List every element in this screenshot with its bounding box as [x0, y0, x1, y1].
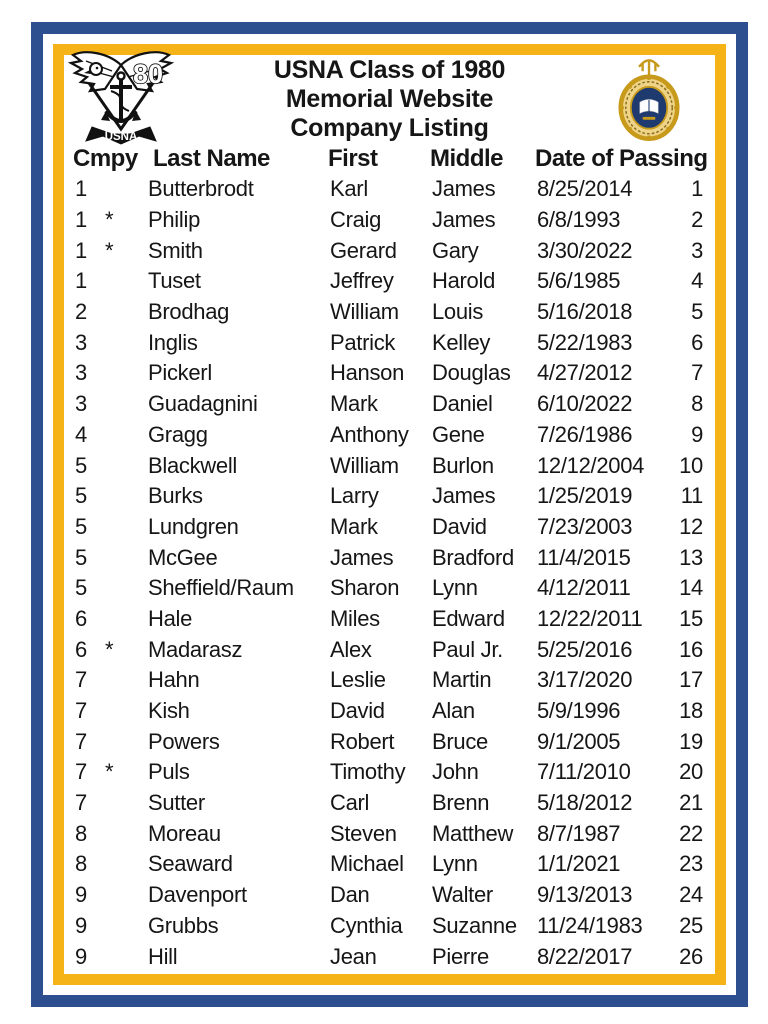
cell-star: * [105, 759, 114, 785]
cell-cmpy: 5 [75, 452, 87, 478]
cell-middle: Daniel [432, 391, 493, 417]
cell-first: Michael [330, 851, 404, 877]
table-row [64, 911, 715, 942]
cell-num: 9 [691, 421, 703, 447]
cell-middle: David [432, 513, 487, 539]
cell-num: 1 [691, 176, 703, 202]
cell-first: William [330, 299, 399, 325]
cell-num: 23 [679, 851, 703, 877]
cell-cmpy: 1 [75, 207, 87, 233]
table-row [64, 573, 715, 604]
cell-first: Mark [330, 391, 378, 417]
outer-navy-frame [31, 22, 748, 1007]
cell-num: 25 [679, 912, 703, 938]
cell-date: 7/26/1986 [537, 421, 633, 447]
table-row [64, 941, 715, 972]
usna-academy-crest-icon [608, 56, 690, 144]
cell-date: 4/12/2011 [537, 575, 631, 601]
cell-cmpy: 2 [75, 299, 87, 325]
cell-first: Robert [330, 728, 395, 754]
cell-middle: Martin [432, 667, 492, 693]
cell-last: Pickerl [148, 360, 212, 386]
table-row [64, 634, 715, 665]
cell-cmpy: 5 [75, 513, 87, 539]
cell-num: 11 [680, 483, 703, 509]
cell-last: Seaward [148, 851, 233, 877]
cell-middle: Bruce [432, 728, 488, 754]
cell-middle: Bradford [432, 544, 514, 570]
cell-date: 1/25/2019 [537, 483, 633, 509]
page-title-line-1: USNA Class of 1980 [273, 56, 506, 84]
cell-star: * [105, 636, 114, 662]
cell-last: Hill [148, 943, 178, 969]
cell-first: James [330, 544, 394, 570]
cell-cmpy: 9 [75, 943, 87, 969]
cell-num: 6 [691, 329, 703, 355]
table-row [64, 757, 715, 788]
cell-date: 8/22/2017 [537, 943, 633, 969]
cell-last: Madarasz [148, 636, 243, 662]
cell-first: Hanson [330, 360, 405, 386]
cell-num: 10 [679, 452, 703, 478]
cell-middle: Brenn [432, 790, 490, 816]
cell-first: Mark [330, 513, 378, 539]
page-title-line-3: Company Listing [290, 114, 489, 142]
cell-num: 7 [691, 360, 703, 386]
cell-date: 5/18/2012 [537, 790, 633, 816]
cell-num: 18 [679, 698, 703, 724]
cell-last: Sheffield/Raum [148, 575, 294, 601]
cell-first: Gerard [330, 237, 397, 263]
cell-star: * [105, 207, 114, 233]
cell-middle: Harold [432, 268, 496, 294]
table-row [64, 327, 715, 358]
cell-last: Guadagnini [148, 391, 258, 417]
cell-date: 5/25/2016 [537, 636, 633, 662]
cell-middle: Douglas [432, 360, 511, 386]
table-row [64, 420, 715, 451]
cell-date: 12/22/2011 [537, 605, 643, 631]
cell-last: Puls [148, 759, 190, 785]
cell-middle: Gene [432, 421, 485, 447]
cell-num: 15 [679, 605, 703, 631]
table-row [64, 450, 715, 481]
crest-usna-label: USNA [104, 131, 138, 143]
cell-last: Gragg [148, 421, 208, 447]
cell-date: 7/23/2003 [537, 513, 633, 539]
cell-date: 5/6/1985 [537, 268, 621, 294]
cell-cmpy: 1 [75, 176, 87, 202]
cell-num: 19 [679, 728, 703, 754]
cell-num: 12 [679, 513, 703, 539]
cell-first: William [330, 452, 399, 478]
cell-first: Alex [330, 636, 372, 662]
cell-cmpy: 6 [75, 605, 87, 631]
cell-last: Kish [148, 698, 190, 724]
cell-first: David [330, 698, 385, 724]
cell-num: 21 [679, 790, 703, 816]
cell-middle: Matthew [432, 820, 514, 846]
cell-cmpy: 7 [75, 728, 87, 754]
cell-num: 24 [679, 882, 703, 908]
cell-last: Brodhag [148, 299, 230, 325]
cell-date: 9/13/2013 [537, 882, 633, 908]
cell-last: Sutter [148, 790, 205, 816]
cell-middle: John [432, 759, 479, 785]
cell-first: Anthony [330, 421, 409, 447]
cell-first: Carl [330, 790, 370, 816]
cell-num: 17 [679, 667, 703, 693]
cell-cmpy: 4 [75, 421, 87, 447]
cell-middle: Lynn [432, 575, 478, 601]
cell-date: 11/4/2015 [537, 544, 631, 570]
cell-middle: Kelley [432, 329, 491, 355]
cell-date: 4/27/2012 [537, 360, 633, 386]
table-rows [64, 174, 715, 972]
cell-middle: Edward [432, 605, 505, 631]
cell-date: 6/8/1993 [537, 207, 621, 233]
content-area [64, 55, 715, 974]
cell-cmpy: 7 [75, 759, 87, 785]
cell-cmpy: 9 [75, 882, 87, 908]
cell-num: 2 [691, 207, 703, 233]
cell-last: Powers [148, 728, 220, 754]
cell-first: Craig [330, 207, 382, 233]
cell-date: 8/25/2014 [537, 176, 633, 202]
cell-cmpy: 1 [75, 268, 87, 294]
crest-80-label: 80 [132, 59, 164, 89]
cell-cmpy: 8 [75, 820, 87, 846]
cell-middle: Walter [432, 882, 493, 908]
cell-middle: Paul Jr. [432, 636, 503, 662]
cell-num: 5 [691, 299, 703, 325]
cell-middle: James [432, 207, 496, 233]
table-row [64, 665, 715, 696]
cell-last: Hale [148, 605, 193, 631]
table-row [64, 542, 715, 573]
cell-date: 8/7/1987 [537, 820, 621, 846]
cell-middle: Lynn [432, 851, 478, 877]
cell-cmpy: 3 [75, 360, 87, 386]
cell-last: Tuset [148, 268, 201, 294]
cell-num: 3 [691, 237, 703, 263]
cell-last: Moreau [148, 820, 221, 846]
cell-cmpy: 3 [75, 391, 87, 417]
cell-first: Larry [330, 483, 379, 509]
cell-first: Patrick [330, 329, 396, 355]
cell-first: Dan [330, 882, 370, 908]
cell-cmpy: 8 [75, 851, 87, 877]
table-row [64, 174, 715, 205]
table-row [64, 818, 715, 849]
cell-cmpy: 9 [75, 912, 87, 938]
table-row [64, 266, 715, 297]
cell-num: 8 [691, 391, 703, 417]
inner-gold-frame [53, 44, 726, 985]
table-row [64, 512, 715, 543]
cell-middle: James [432, 176, 496, 202]
header-last-name: Last Name [153, 144, 270, 172]
table-row [64, 849, 715, 880]
header-date-of-passing: Date of Passing [535, 144, 708, 172]
cell-date: 11/24/1983 [537, 912, 643, 938]
cell-last: Davenport [148, 882, 247, 908]
cell-first: Cynthia [330, 912, 403, 938]
cell-date: 5/9/1996 [537, 698, 621, 724]
cell-middle: Pierre [432, 943, 489, 969]
cell-last: Hahn [148, 667, 200, 693]
cell-first: Timothy [330, 759, 406, 785]
cell-date: 1/1/2021 [537, 851, 621, 877]
cell-first: Jean [330, 943, 377, 969]
cell-date: 6/10/2022 [537, 391, 633, 417]
cell-middle: Louis [432, 299, 484, 325]
table-row [64, 880, 715, 911]
table-row [64, 604, 715, 635]
cell-cmpy: 7 [75, 790, 87, 816]
cell-num: 4 [691, 268, 703, 294]
cell-cmpy: 6 [75, 636, 87, 662]
cell-date: 7/11/2010 [537, 759, 631, 785]
table-row [64, 297, 715, 328]
cell-date: 9/1/2005 [537, 728, 621, 754]
cell-num: 20 [679, 759, 703, 785]
header-cmpy: Cmpy [73, 144, 138, 172]
cell-num: 22 [679, 820, 703, 846]
cell-num: 26 [679, 943, 703, 969]
cell-last: Grubbs [148, 912, 219, 938]
cell-last: Blackwell [148, 452, 237, 478]
cell-last: Lundgren [148, 513, 239, 539]
cell-first: Sharon [330, 575, 400, 601]
header-middle: Middle [430, 144, 503, 172]
cell-last: Butterbrodt [148, 176, 254, 202]
cell-date: 12/12/2004 [537, 452, 645, 478]
cell-last: McGee [148, 544, 218, 570]
class-1980-crest-icon [66, 49, 176, 149]
cell-num: 13 [679, 544, 703, 570]
table-row [64, 726, 715, 757]
table-row [64, 235, 715, 266]
cell-cmpy: 3 [75, 329, 87, 355]
cell-first: Karl [330, 176, 368, 202]
cell-middle: James [432, 483, 496, 509]
cell-middle: Gary [432, 237, 479, 263]
cell-date: 3/17/2020 [537, 667, 633, 693]
table-row [64, 788, 715, 819]
cell-middle: Suzanne [432, 912, 517, 938]
cell-last: Burks [148, 483, 203, 509]
cell-middle: Alan [432, 698, 475, 724]
cell-num: 14 [679, 575, 703, 601]
cell-date: 5/22/1983 [537, 329, 633, 355]
cell-cmpy: 7 [75, 698, 87, 724]
cell-first: Miles [330, 605, 380, 631]
table-row [64, 205, 715, 236]
cell-cmpy: 7 [75, 667, 87, 693]
cell-last: Philip [148, 207, 201, 233]
cell-star: * [105, 237, 114, 263]
cell-cmpy: 5 [75, 544, 87, 570]
header-first: First [328, 144, 378, 172]
cell-first: Jeffrey [330, 268, 394, 294]
table-row [64, 696, 715, 727]
cell-date: 5/16/2018 [537, 299, 633, 325]
cell-cmpy: 5 [75, 575, 87, 601]
cell-cmpy: 1 [75, 237, 87, 263]
table-row [64, 389, 715, 420]
table-row [64, 358, 715, 389]
cell-first: Steven [330, 820, 397, 846]
cell-cmpy: 5 [75, 483, 87, 509]
cell-middle: Burlon [432, 452, 494, 478]
cell-num: 16 [679, 636, 703, 662]
cell-first: Leslie [330, 667, 386, 693]
table-row [64, 481, 715, 512]
page-title-line-2: Memorial Website [285, 85, 494, 113]
cell-last: Inglis [148, 329, 198, 355]
cell-last: Smith [148, 237, 203, 263]
cell-date: 3/30/2022 [537, 237, 633, 263]
